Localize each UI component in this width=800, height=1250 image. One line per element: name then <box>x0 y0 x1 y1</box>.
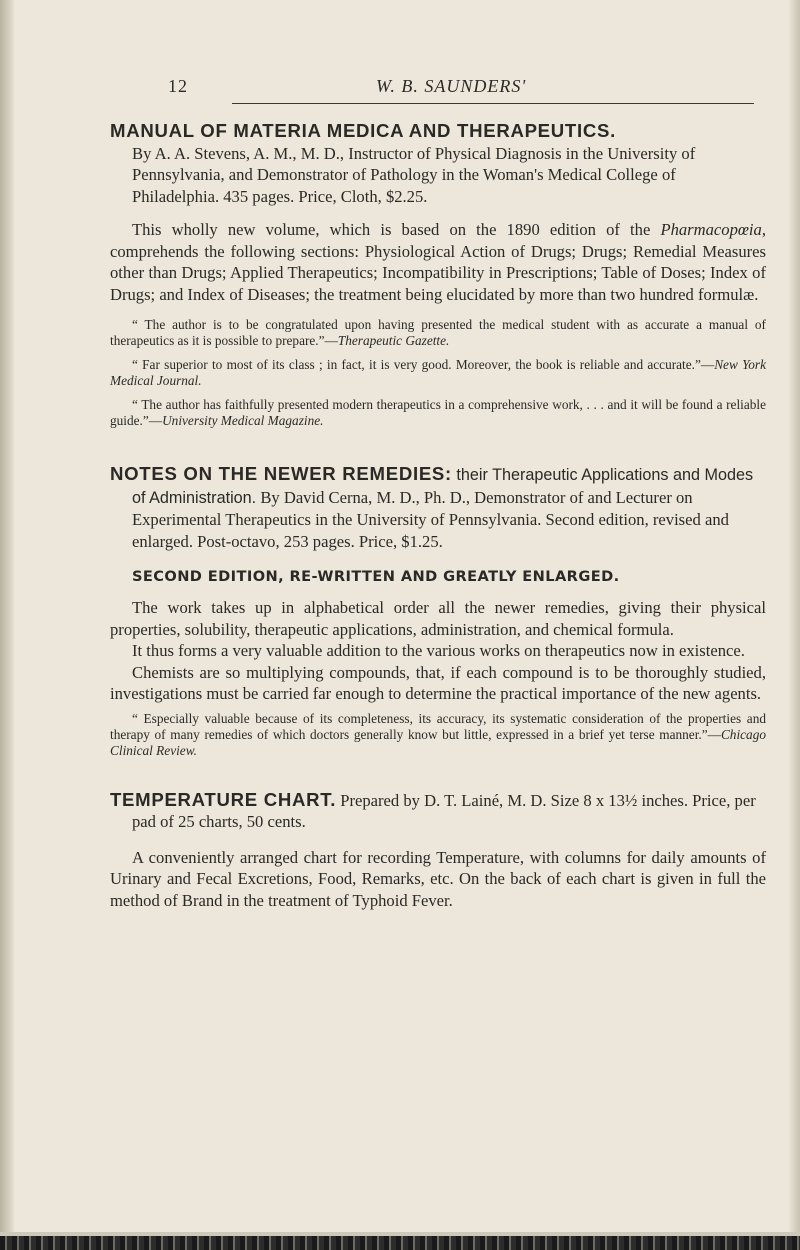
page-number: 12 <box>168 76 188 96</box>
catalog-entry-materia-medica <box>110 120 766 429</box>
entry-subtitle: their Therapeutic Applications and Modes of Administration. <box>132 466 754 507</box>
page-header <box>168 76 758 104</box>
page-edge-left <box>0 0 14 1250</box>
quote-text: “ Especially valuable because of its completeness, its accuracy, its systematic consideration of the properties and therapy of many remedies of which doctors generally know but little, expressed in a brief yet terse manner.”— <box>110 710 766 742</box>
quote-source: University Medical Magazine. <box>162 413 324 428</box>
description-italic: Pharmacopœia <box>660 220 762 239</box>
edition-subhead: SECOND EDITION, RE-WRITTEN AND GREATLY ENLARGED. <box>132 568 620 585</box>
catalog-entry-temperature-chart <box>110 789 766 912</box>
review-quote <box>110 317 766 349</box>
review-quote <box>110 711 766 759</box>
entry-heading <box>110 789 766 833</box>
binding-strip <box>0 1236 800 1250</box>
running-head: W. B. SAUNDERS' <box>376 76 527 96</box>
catalog-entry-newer-remedies <box>110 463 766 759</box>
entry-description: A conveniently arranged chart for recording Temperature, with columns for daily amounts of Urinary and Fecal Excretions, Food, Remarks, etc. On the back of each chart is given in full the method of Brand in the treatment of Typhoid Fever. <box>110 847 766 910</box>
quote-text: “ The author is to be congratulated upon having presented the medical student with as accurate a manual of therapeutics as it is possible to prepare.”— <box>110 317 766 348</box>
entry-author-line: Prepared by D. T. Lainé, M. D. Size 8 x 13½ inches. Price, per pad of 25 charts, 50 cents. <box>132 790 756 831</box>
quote-source: New York Medical Journal. <box>110 357 766 388</box>
description-text: This wholly new volume, which is based on the 1890 edition of the <box>132 220 661 239</box>
description-text-cont: , comprehends the following sections: Physiological Action of Drugs; Drugs; Remedial Measures other than Drugs; Applied Therapeutics; Incompatibility in Prescriptions; Table of Doses; Index of Drugs; and Index of Diseases; the treatment being elucidated by more than two hundred formulæ. <box>110 220 766 304</box>
entry-author-line: By David Cerna, M. D., Ph. D., Demonstrator of and Lecturer on Experimental Therapeutics in the University of Pennsylvania. Second edition, revised and enlarged. Post-octavo, 253 pages. Price, $1.25. <box>132 487 729 551</box>
quote-text: “ The author has faithfully presented modern therapeutics in a comprehensive work, . . . and it will be found a reliable guide.”— <box>110 397 766 428</box>
entry-heading <box>110 120 766 207</box>
entry-paragraph: It thus forms a very valuable addition to the various works on therapeutics now in existence. <box>132 641 745 660</box>
page-edge-right <box>788 0 800 1250</box>
quote-source: Therapeutic Gazette. <box>337 333 450 348</box>
quote-source: Chicago Clinical Review. <box>110 726 766 758</box>
entry-title: MANUAL OF MATERIA MEDICA AND THERAPEUTICS. <box>110 120 616 141</box>
entry-description <box>110 219 766 305</box>
review-quote <box>110 397 766 429</box>
entry-title: TEMPERATURE CHART. <box>110 788 337 810</box>
quote-text: “ Far superior to most of its class ; in fact, it is very good. Moreover, the book is reliable and accurate.”— <box>132 357 715 372</box>
review-quote <box>110 357 766 389</box>
entry-paragraph: Chemists are so multiplying compounds, that, if each compound is to be thoroughly studied, investigations must be carried far enough to determine the practical importance of the new agents. <box>110 662 766 703</box>
entry-author-line: By A. A. Stevens, A. M., M. D., Instructor of Physical Diagnosis in the University of Pennsylvania, and Demonstrator of Pathology in the Woman's Medical College of Philadelphia. 435 pages. Price, Cloth, $2.25. <box>132 143 696 206</box>
entry-title: NOTES ON THE NEWER REMEDIES: <box>110 463 452 484</box>
entry-heading <box>110 463 766 552</box>
page-content <box>110 112 766 911</box>
entry-paragraph: The work takes up in alphabetical order all the newer remedies, giving their physical properties, solubility, therapeutic applications, administration, and chemical formula. <box>110 598 766 639</box>
header-rule <box>232 103 754 104</box>
